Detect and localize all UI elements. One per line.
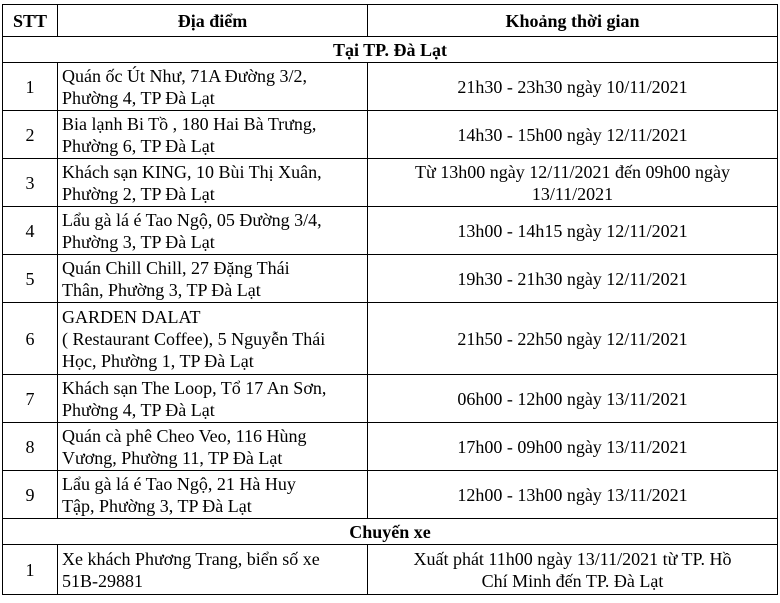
place-line: Lẩu gà lá é Tao Ngộ, 05 Đường 3/4, (62, 209, 322, 230)
time-line: 21h50 - 22h50 ngày 12/11/2021 (457, 328, 688, 349)
place-line: Lẩu gà lá é Tao Ngộ, 21 Hà Huy (62, 473, 296, 494)
row-place (58, 423, 368, 471)
row-place (58, 471, 368, 519)
header-row (3, 5, 778, 37)
row-stt: 9 (3, 471, 58, 519)
place-line: Khách sạn The Loop, Tổ 17 An Sơn, (62, 377, 327, 398)
table-row (3, 545, 778, 595)
place-line: ( Restaurant Coffee), 5 Nguyễn Thái (62, 328, 326, 349)
section-title: Tại TP. Đà Lạt (3, 37, 778, 63)
place-line: Học, Phường 1, TP Đà Lạt (62, 350, 254, 371)
table-row (3, 471, 778, 519)
row-stt: 2 (3, 111, 58, 159)
table-row (3, 63, 778, 111)
place-line: Phường 2, TP Đà Lạt (62, 183, 215, 204)
place-line: Bia lạnh Bi Tồ , 180 Hai Bà Trưng, (62, 113, 317, 134)
section-row (3, 37, 778, 63)
time-line: 17h00 - 09h00 ngày 13/11/2021 (457, 436, 688, 457)
place-line: Phường 4, TP Đà Lạt (62, 399, 215, 420)
row-time (368, 159, 778, 207)
row-stt: 8 (3, 423, 58, 471)
place-line: GARDEN DALAT (62, 306, 201, 327)
row-time (368, 63, 778, 111)
row-place (58, 545, 368, 595)
row-place (58, 159, 368, 207)
row-place (58, 375, 368, 423)
header-time: Khoảng thời gian (368, 5, 778, 37)
row-stt: 5 (3, 255, 58, 303)
row-time (368, 471, 778, 519)
header-stt: STT (3, 5, 58, 37)
place-line: Thân, Phường 3, TP Đà Lạt (62, 279, 261, 300)
place-line: Quán Chill Chill, 27 Đặng Thái (62, 257, 290, 278)
place-line: Quán cà phê Cheo Veo, 116 Hùng (62, 425, 307, 446)
time-line: Xuất phát 11h00 ngày 13/11/2021 từ TP. Hồ (413, 548, 732, 569)
time-line: 13h00 - 14h15 ngày 12/11/2021 (457, 220, 688, 241)
row-time (368, 303, 778, 375)
place-line: Xe khách Phương Trang, biển số xe (62, 548, 320, 569)
table-row (3, 111, 778, 159)
table-row (3, 423, 778, 471)
time-line: 21h30 - 23h30 ngày 10/11/2021 (457, 76, 688, 97)
time-line: Từ 13h00 ngày 12/11/2021 đến 09h00 ngày (414, 161, 731, 182)
row-stt: 1 (3, 545, 58, 595)
row-place (58, 255, 368, 303)
section-title: Chuyến xe (3, 519, 778, 545)
row-stt: 4 (3, 207, 58, 255)
row-stt: 3 (3, 159, 58, 207)
section-row (3, 519, 778, 545)
table-row (3, 207, 778, 255)
place-line: Tập, Phường 3, TP Đà Lạt (62, 495, 252, 516)
table-body (3, 37, 778, 595)
row-time (368, 545, 778, 595)
place-line: Phường 6, TP Đà Lạt (62, 135, 215, 156)
place-line: 51B-29881 (62, 570, 143, 591)
table-row (3, 255, 778, 303)
time-line: 12h00 - 13h00 ngày 13/11/2021 (457, 484, 688, 505)
place-line: Khách sạn KING, 10 Bùi Thị Xuân, (62, 161, 322, 182)
row-stt: 7 (3, 375, 58, 423)
time-line: 06h00 - 12h00 ngày 13/11/2021 (457, 388, 688, 409)
row-stt: 1 (3, 63, 58, 111)
place-line: Quán ốc Út Như, 71A Đường 3/2, (62, 65, 308, 86)
place-line: Phường 4, TP Đà Lạt (62, 87, 215, 108)
table-row (3, 375, 778, 423)
row-time (368, 111, 778, 159)
row-stt: 6 (3, 303, 58, 375)
row-time (368, 207, 778, 255)
table-row (3, 303, 778, 375)
row-time (368, 423, 778, 471)
time-line: 19h30 - 21h30 ngày 12/11/2021 (457, 268, 688, 289)
time-line: 14h30 - 15h00 ngày 12/11/2021 (457, 124, 688, 145)
place-line: Phường 3, TP Đà Lạt (62, 231, 215, 252)
row-time (368, 255, 778, 303)
place-line: Vương, Phường 11, TP Đà Lạt (62, 447, 283, 468)
row-place (58, 111, 368, 159)
row-place (58, 63, 368, 111)
row-place (58, 207, 368, 255)
row-place (58, 303, 368, 375)
row-time (368, 375, 778, 423)
time-line: Chí Minh đến TP. Đà Lạt (481, 570, 664, 591)
schedule-table (2, 4, 778, 595)
table-row (3, 159, 778, 207)
time-line: 13/11/2021 (531, 183, 614, 204)
header-place: Địa điểm (58, 5, 368, 37)
